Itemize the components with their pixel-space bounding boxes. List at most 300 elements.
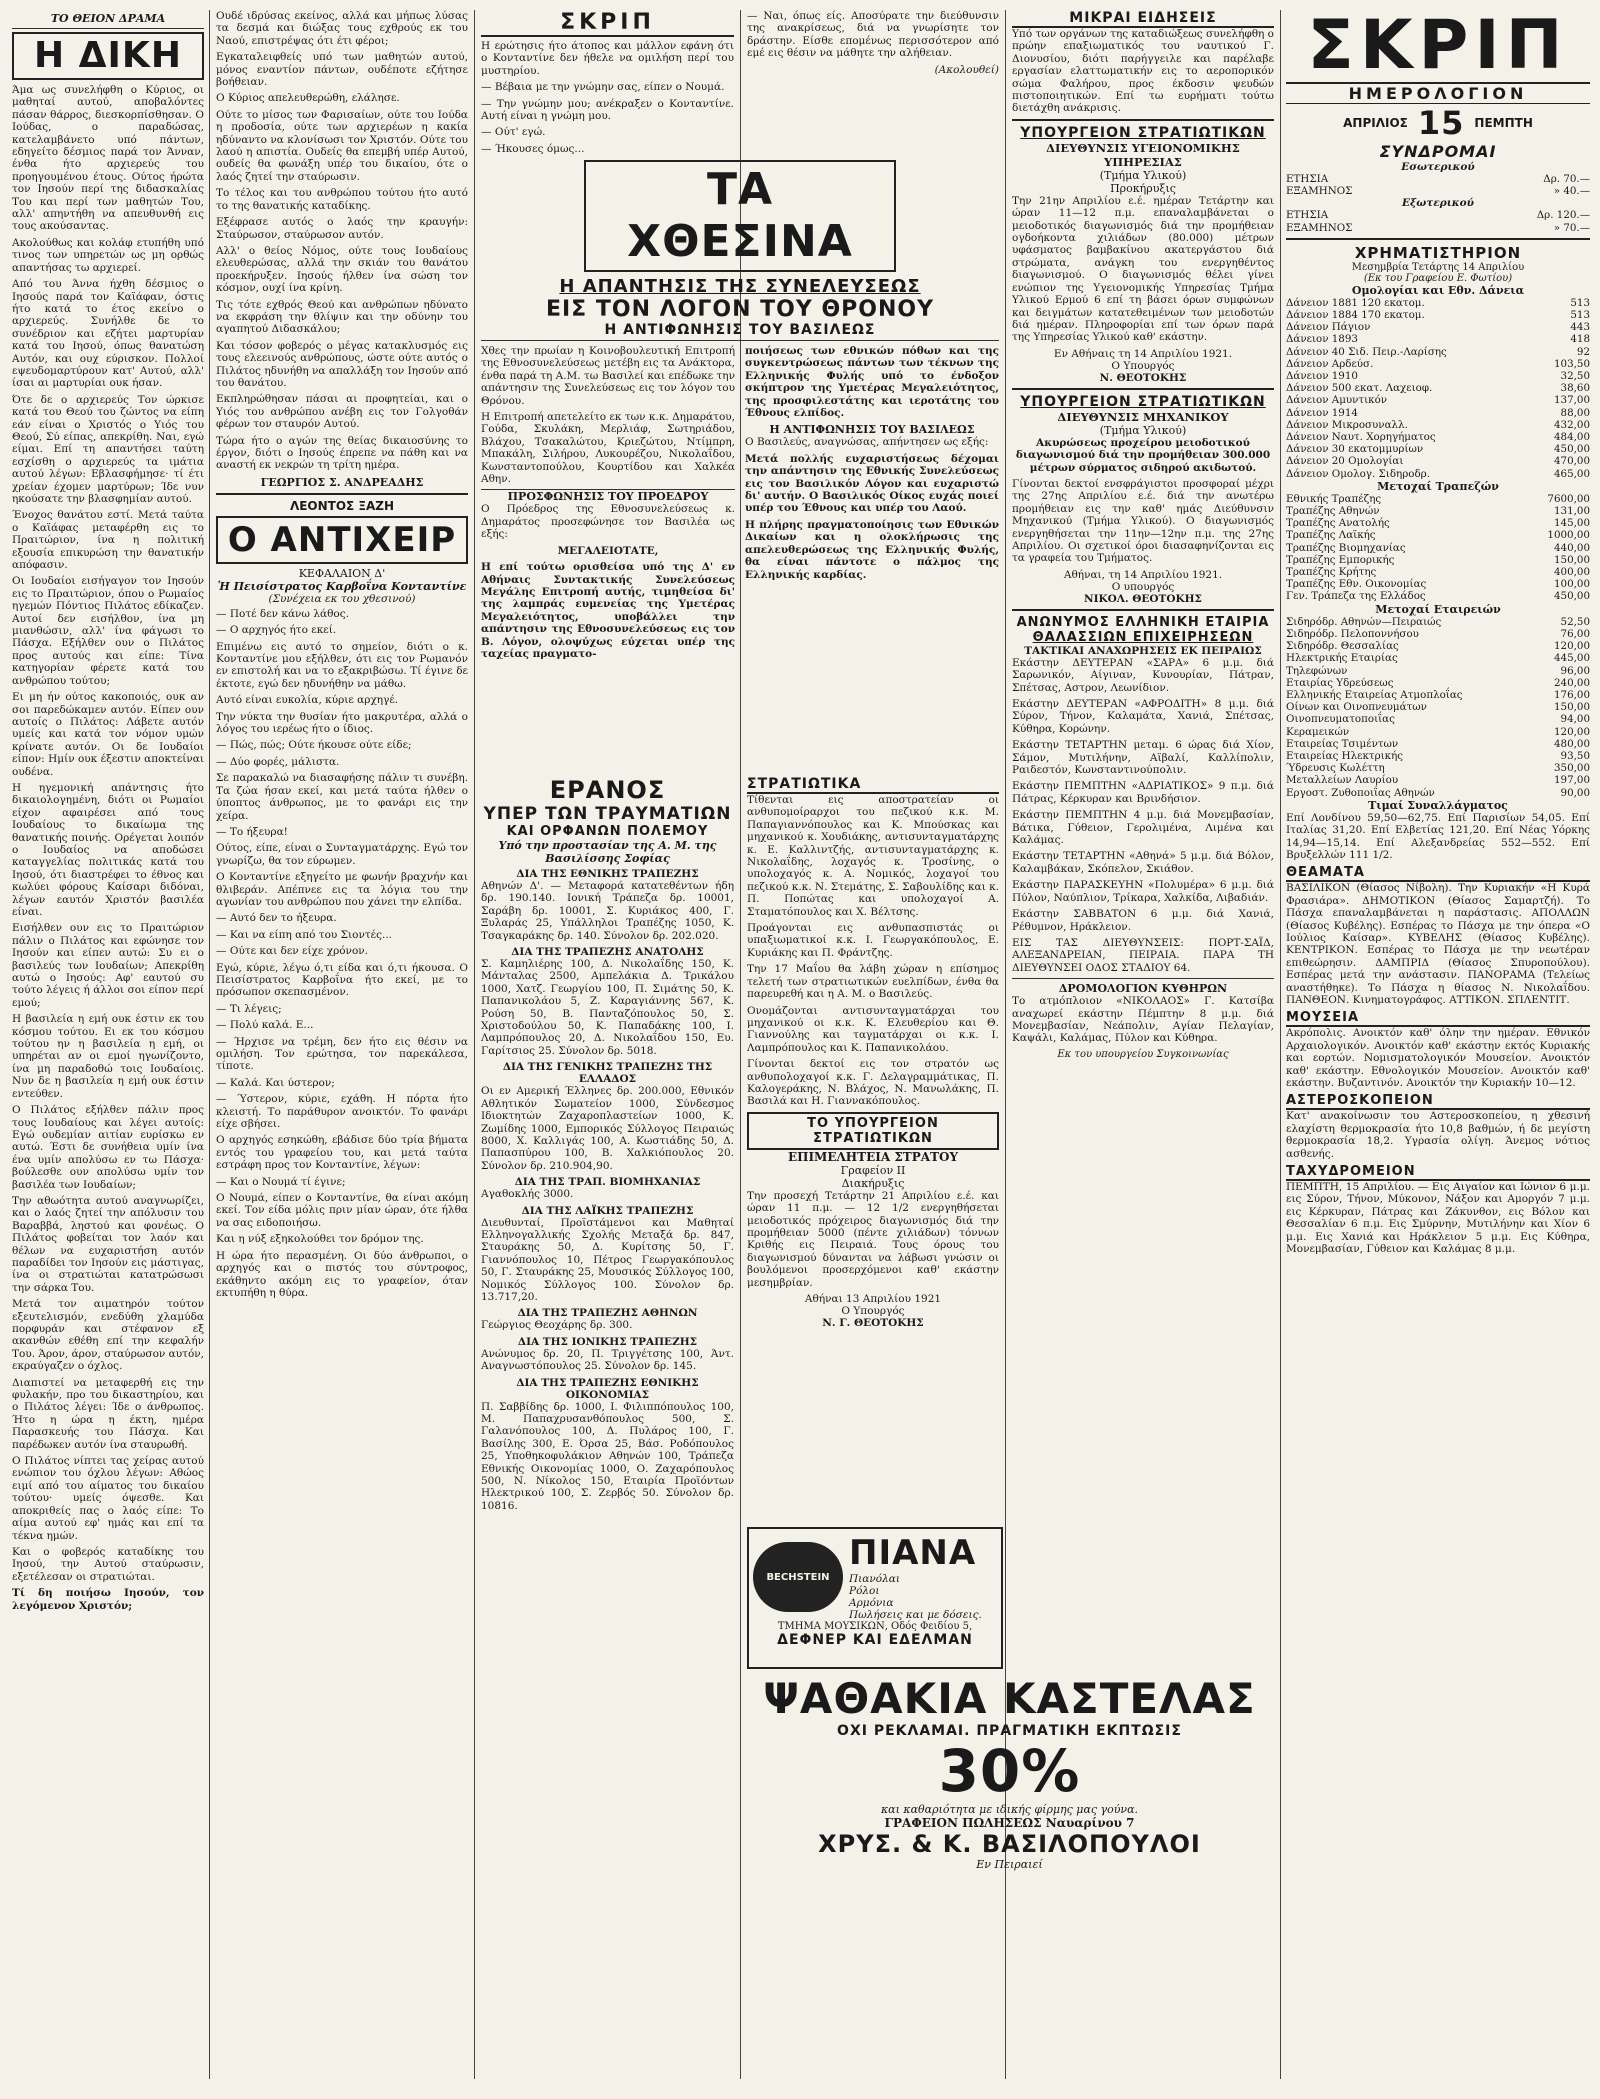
row-label: Σιδηρόδρ. Θεσσαλίας — [1286, 640, 1399, 653]
donor-list: Π. Σαββίδης δρ. 1000, Ι. Φιλιππόπουλος 100, Μ. Παπαχρυσανθόπουλος 500, Σ. Γαλανόπουλος 100, Δ. Πυλάρος 100, Γ. Βασίλης 300, Ε. Όρσα 25, Βάσ. Ροδόπουλος 25, Υποθηκοφυλάκιον Αθηνών 100, Τράπεζα Εθνικής Οικονομίας 1000, Ο. Ζαχαρόπουλος 500, Ν. Νίκολος 150, Εταιρία Προϊόντων Ηλεκτρικού 100, Σ. Ζερβός 50. Σύνολον δρ. 10816. — [481, 1400, 734, 1512]
row-value: 32,50 — [1560, 370, 1590, 383]
paragraph: ΜΕΓΑΛΕΙΟΤΑΤΕ, — [557, 544, 659, 557]
row-label: Οίνων και Οινοπνευμάτων — [1286, 701, 1427, 714]
paragraph: Ούτε το μίσος των Φαρισαίων, ούτε του Ιούδα η προδοσία, ούτε των αρχιερέων η κακία ηδύναντο να κλονίσωσι τον Χριστόν. Ούτε του λαού η απιστία. Ουδείς θα επεμβή υπέρ Αυτού, ουδείς θα φωνάξη υπέρ του δικαίου, ότε ο λαός ζητεί την σταύρωσιν. — [216, 108, 468, 183]
paragraph: Εκάστην ΠΕΜΠΤΗΝ 4 μ.μ. διά Μονεμβασίαν, Βάτικα, Γύθειον, Γερολιμένα, Λιμένα και Καλάμας. — [1012, 809, 1274, 847]
row-label: Δάνειον 1914 — [1286, 406, 1358, 419]
headline-left — [481, 345, 735, 664]
market-row — [1286, 517, 1590, 529]
paragraph: Το τέλος και του ανθρώπου τούτου ήτο αυτό το της θανατικής καταδίκης. — [216, 187, 468, 212]
row-value: 470,00 — [1553, 455, 1590, 468]
donor-list: Διευθυνταί, Προϊστάμενοι και Μαθηταί Ελληνογαλλικής Σχολής Μεταξά δρ. 847, Σταυράκης 50, Δ. Κυρίτσης 50, Γ. Γιαννόπουλος 10, Πέτρος Γεωργακόπουλος 50, Γ. Σταυράκης 25, Μουσικός Σύλλογος 100, Νομικός Σύλλογος 100. Σύνολον δρ. 13.717,20. — [481, 1216, 734, 1303]
eranos-title: ΕΡΑΝΟΣ — [549, 776, 666, 804]
market-row — [1286, 542, 1590, 554]
notice-signature: Ο Υπουργός — [841, 1305, 905, 1317]
eranos-sub: ΥΠΕΡ ΤΩΝ ΤΡΑΥΜΑΤΙΩΝ — [483, 804, 732, 824]
row-value: 484,00 — [1553, 431, 1590, 444]
paragraph: Μετά τον αιματηρόν τούτον εξευτελισμόν, ενεδύθη χλαμύδα πορφυράν και στέφανον εξ ακανθών εθέθη επί την κεφαλήν Του. Άρον, άρον, σταύρωσον αυτόν, εκραύγαζεν ο όχλος. — [12, 1298, 204, 1373]
row-value: Δρ. 70.— — [1543, 173, 1590, 185]
row-value: 120,00 — [1553, 725, 1590, 738]
bank-heading: ΔΙΑ ΤΗΣ ΕΘΝΙΚΗΣ ΤΡΑΠΕΖΗΣ — [516, 868, 699, 880]
paragraph: Την 21ην Απριλίου ε.έ. ημέραν Τετάρτην και ώραν 11—12 π.μ. επαναλαμβάνεται ο μειοδοτικός διαγωνισμός διά την προμήθειαν ογδοήκοντα χιλιάδων (80.000) μέτρων υφάσματος βαμβακίνου ακατεργάστου διά στρώματα, ανάγκη του ενεργηθέντος διαγωνισμού. Ο διαγωνισμός θέλει γίνει ενώπιον της Υγειονομικής Υπηρεσίας Τμήμα Υλικού Ερμού 6 επί τη βάσει όρων συμφώνων και δειγμάτων κατατεθειμένων των μειοδοτών διά ημέραν. Πληροφορίαι επί των όρων παρά της Υπηρεσίας Υλικού καθ' εκάστην. — [1012, 194, 1274, 344]
paragraph: Εκάστην ΣΑΒΒΑΤΟΝ 6 μ.μ. διά Χανιά, Ρέθυμνον, Ηράκλειον. — [1012, 908, 1274, 933]
ad-address: ΓΡΑΦΕΙΟΝ ΠΩΛΗΣΕΩΣ Ναυαρίνου 7 — [884, 1816, 1135, 1830]
ad-discount: 30% — [938, 1737, 1081, 1805]
headline-right — [745, 345, 999, 664]
row-value: 93,50 — [1560, 749, 1590, 762]
piano-ad-text — [849, 1533, 982, 1621]
row-value: 137,00 — [1553, 394, 1590, 407]
price-row — [1286, 185, 1590, 197]
paragraph: — Ναι, όπως είς. Αποσύρατε την διεύθυνσιν της ανακρίσεως, διά να γνωρίσητε τον δράστην. Είσθε επομένως περισσότερον από εμέ εις θέσιν να μάθητε την αλήθειαν. — [747, 10, 999, 60]
row-label: Τηλεφώνων — [1286, 664, 1348, 677]
paragraph: ποιήσεως των εθνικών πόθων και της συγκεντρώσεως πάντων των τέκνων της Ελληνικής Φυλής υπό το ένδοξον σκήπτρον της Υμετέρας Μεγαλειότητος, της προσφιλεστάτης και ιεροτάτης του Έθνους ελπίδος. — [745, 345, 999, 420]
market-row — [1286, 346, 1590, 358]
row-value: 96,00 — [1560, 664, 1590, 677]
notice-dept: Προκήρυξις — [1110, 181, 1176, 195]
paragraph: ΒΑΣΙΛΙΚΟΝ (Θίασος Νίβολη). Την Κυριακήν «Η Κυρά Φρασιάρα». ΔΗΜΟΤΙΚΟΝ (Θίασος Σαμαρτζή). Το Πάσχα επαναλαμβάνεται η παράστασις. ΑΠΟΛΛΩΝ (Θίασος Κυβέλης). Εσπέρας το Πάσχα με την όπερα «Ο Ιούλιος Καίσαρ». ΚΥΒΕΛΗΣ (Θίασος Κυβέλης). ΚΕΝΤΡΙΚΟΝ. Εσπέρας το Πάσχα με την νεωτέραν επιθεώρησιν. ΔΑΜΠΡΙΔ (Θίασος Σπυροπούλου). Εσπέρας μετά την ανάστασιν. ΠΑΝΟΡΑΜΑ (Τελείως αναστήθηκε). Το Πάσχα η θίασος Ν. Νικολαΐδου. ΠΑΝΘΕΟΝ. Κινηματογράφος. ΑΤΤΙΚΟΝ. ΣΠΛΕΝΤΙΤ. — [1286, 882, 1590, 1007]
donor-list: Οι εν Αμερική Έλληνες δρ. 200.000, Εθνικόν Αθλητικόν Σωματείον 1000, Σύνδεσμος Ιδιοκτητών Ζαχαροπλαστείων 1000, Κ. Ζωμίδης 1000, Εμπορικός Σύλλογος Πειραιώς 8000, Χ. Καλλιγάς 100, Α. Κωστιάδης 50, Δ. Παπασπύρου 100, Β. Χαλκιόπουλος 20. Σύνολον δρ. 210.904,90. — [481, 1085, 734, 1172]
row-label: Τραπέζης Βιομηχανίας — [1286, 541, 1406, 554]
date-month: ΑΠΡΙΛΙΟΣ — [1343, 116, 1408, 130]
notice-dept: Διακήρυξις — [841, 1176, 905, 1190]
section-heading: ΣΥΝΔΡΟΜΑΙ — [1379, 142, 1497, 161]
divider — [12, 28, 204, 29]
paragraph: — Ύστερον, κύριε, εχάθη. Η πόρτα ήτο κλειστή. Το παράθυρον ανοικτόν. Το φανάρι είχε σβήσει. — [216, 1093, 468, 1131]
calendar-subtitle: ΗΜΕΡΟΛΟΓΙΟΝ — [1286, 82, 1590, 104]
paragraph: Την νύκτα την θυσίαν ήτο μακρυτέρα, αλλά ο λόγος του ιερέως ήτο ο ίδιος. — [216, 710, 468, 736]
row-label: Δάνειον Ναυτ. Χορηγήματος — [1286, 431, 1436, 444]
row-label: Τραπέζης Λαϊκής — [1286, 529, 1376, 542]
paragraph: Ακυρώσεως προχείρου μειοδοτικού διαγωνισμού διά την προμήθειαν 300.000 μέτρων σύρματος σιδηρού ακιδωτού. — [1015, 436, 1271, 474]
paragraph: Ούτος, είπε, είναι ο Συνταγματάρχης. Εγώ τον γνωρίζω, θα τον εύρωμεν. — [216, 842, 468, 867]
ad-line: και καθαριότητα με ιδικής φίρμης μας γούνα. — [880, 1803, 1139, 1816]
paragraph: Οι Ιουδαίοι εισήγαγον τον Ιησούν εις το Πραιτώριον, όπου ο Ρωμαίος ηγεμών Πόντιος Πιλάτος εδίκαζεν. Αυτοί δεν εισήλθον, ίνα μη μιανθώσιν, αλλ' ίνα φάγωσι το Πάσχα. Εξήλθεν ουν ο Πιλάτος προς αυτούς και είπε: Τίνα κατηγορίαν φέρετε κατά του ανθρώπου τούτου; — [12, 575, 204, 687]
market-row — [1286, 431, 1590, 443]
row-label: Σιδηρόδρ. Πελοποννήσου — [1286, 627, 1419, 640]
bank-heading: ΔΙΑ ΤΗΣ ΤΡΑΠΕΖΗΣ ΕΘΝΙΚΗΣ ΟΙΚΟΝΟΜΙΑΣ — [516, 1376, 699, 1401]
market-row — [1286, 455, 1590, 467]
piano-ad-row — [753, 1533, 997, 1621]
paragraph: Άμα ως συνελήφθη ο Κύριος, οι μαθηταί αυτού, αποβαλόντες πάσαν θάρρος, διεσκορπίσθησαν. Ο Ιούδας, ο παραδώσας, κατελαμβάνετο υπό πάντων, εδηγείτο δέσμιος παρά τον Άνναν, ένθα ήτο αρχιερεύς του προηγουμένου έτους. Ούτος ήρώτα τον Ιησούν περί της διδασκαλίας Του και περί των μαθητών Του, αλλ' απηντήθη να απευθυνθή εις τους ακούσαντας. — [12, 84, 204, 233]
sub-heading: Εσωτερικού — [1401, 161, 1475, 173]
row-label: Δάνειον 500 εκατ. Λαχειοφ. — [1286, 382, 1433, 395]
paragraph: Ένοχος θανάτου εστί. Μετά ταύτα ο Καϊάφας μεταφέρθη εις το Πραιτώριον, ίνα η πολιτική εξουσία επικυρώση την θανατικήν απόφασιν. — [12, 509, 204, 572]
notice-date: Εν Αθήναις τη 14 Απριλίου 1921. — [1053, 347, 1233, 360]
row-label: Γεν. Τράπεζα της Ελλάδος — [1286, 590, 1426, 603]
row-value: 513 — [1570, 309, 1590, 322]
row-label: Τραπέζης Εμπορικής — [1286, 553, 1395, 566]
paragraph: Επιμένω εις αυτό το σημείον, διότι ο κ. Κονταντίνε μου εξήλθεν, ότι εις τον Ρωμανόν εν επιστολή και να το εξακριβώσω. Τί έγινε δε έκτοτε, εγώ δεν ηδυνήθην να μάθω. — [216, 640, 468, 690]
paragraph: — Ούτ' εγώ. — [481, 126, 546, 139]
row-value: 92 — [1576, 345, 1590, 358]
market-row — [1286, 590, 1590, 602]
bank-heading: ΔΙΑ ΤΗΣ ΤΡΑΠΕΖΗΣ ΑΘΗΝΩΝ — [517, 1307, 698, 1320]
row-value: 103,50 — [1553, 357, 1590, 370]
notice-sub: ΔΙΕΥΘΥΝΣΙΣ ΜΗΧΑΝΙΚΟΥ — [1057, 409, 1229, 424]
continued-note: (Ακολουθεί) — [934, 63, 999, 76]
serial-continued: (Συνέχεια εκ του χθεσινού) — [268, 592, 416, 605]
paragraph: Και η νύξ εξηκολούθει τον δρόμον της. — [216, 1233, 424, 1246]
price-row — [1286, 209, 1590, 221]
market-row — [1286, 321, 1590, 333]
row-label: Δάνειον Αρδεύσ. — [1286, 357, 1374, 370]
paragraph: Ο αρχηγός εσηκώθη, εβάδισε δύο τρία βήματα εντός του γραφείου του, και μετά ταύτα εστράφη προς τον Κονταντίνε, λέγων: — [216, 1134, 468, 1172]
paragraph: — Το ήξευρα! — [216, 825, 288, 838]
market-row — [1286, 640, 1590, 652]
calendar-title: ΣΚΡΙΠ — [1307, 10, 1569, 85]
row-value: 76,00 — [1560, 627, 1590, 640]
market-row — [1286, 665, 1590, 677]
row-label: Δάνειον 1910 — [1286, 370, 1358, 383]
section-heading: ΠΡΟΣΦΩΝΗΣΙΣ ΤΟΥ ΠΡΟΕΔΡΟΥ — [481, 489, 735, 503]
article-kicker: ΤΟ ΘΕΙΟΝ ΔΡΑΜΑ — [50, 12, 166, 25]
eranos-block — [481, 776, 734, 2079]
notice-dept: Γραφείον ΙΙ — [840, 1163, 906, 1177]
column-rule — [209, 10, 210, 2079]
headline-sub: ΕΙΣ ΤΟΝ ΛΟΓΟΝ ΤΟΥ ΘΡΟΝΟΥ — [545, 297, 935, 322]
market-row — [1286, 750, 1590, 762]
row-value: 150,00 — [1553, 701, 1590, 714]
section-heading: ΜΟΥΣΕΙΑ — [1286, 1010, 1590, 1027]
market-row — [1286, 493, 1590, 505]
row-value: 145,00 — [1553, 517, 1590, 530]
row-label: Οινοπνευματοποιΐας — [1286, 713, 1395, 726]
row-value: 1000,00 — [1547, 529, 1590, 542]
article-signature: ΓΕΩΡΓΙΟΣ Σ. ΑΝΔΡΕΑΔΗΣ — [260, 475, 424, 489]
row-label: Δάνειον Πάγιον — [1286, 321, 1371, 334]
paragraph: — Ήρχισε να τρέμη, δεν ήτο εις θέσιν να ομιλήση. Τον ερώτησα, τον παρεκάλεσα, τίποτε. — [216, 1035, 468, 1073]
paragraph: Εγώ, κύριε, λέγω ό,τι είδα και ό,τι ήκουσα. Ο Πεισίστρατος Καρβοΐνα ήτο εκεί, με το πρόσωπον σκεπασμένον. — [216, 961, 468, 999]
row-label: Δάνειον 40 Σιδ. Πειρ.-Λαρίσης — [1286, 345, 1447, 358]
divider — [1012, 388, 1274, 390]
hat-ad — [747, 1675, 1272, 1871]
price-row — [1286, 222, 1590, 234]
article-title: Η ΔΙΚΗ — [12, 32, 204, 80]
market-row — [1286, 297, 1590, 309]
divider — [1012, 119, 1274, 121]
headline-body — [481, 345, 999, 664]
section-heading: ΣΤΡΑΤΙΩΤΙΚΑ — [747, 776, 999, 794]
paragraph: Από του Άννα ήχθη δέσμιος ο Ιησούς παρά τον Καϊάφαν, όστις ήτο κατά το έτος εκείνο ο αρχιερεύς. Συνήλθε δε το συνέδριον και εζήτει μαρτυρίαν κατά του Ιησού, όπως θανατώση Αυτόν, και ουχ εύρισκον. Πολλοί εψευδομαρτύρουν κατ' Αυτού, αλλ' ίσαι αι μαρτυρίαι ουκ ήσαν. — [12, 278, 204, 390]
headline-sub: Η ΑΠΑΝΤΗΣΙΣ ΤΗΣ ΣΥΝΕΛΕΥΣΕΩΣ — [559, 276, 921, 297]
row-label: Εργοστ. Ζυθοποιΐας Αθηνών — [1286, 786, 1435, 799]
donor-list: Αθηνών Δ'. — Μεταφορά κατατεθέντων ήδη δρ. 190.140. Ιονική Τράπεζα δρ. 10001, Σαράβη δρ. 10001, Σ. Κυριάκος 400, Γ. Ξυλαράς 25, Υπάλληλοι Τραπέζης 1050, Κ. Τσαγκαράκης δρ. 140. Σύνολον δρ. 202.020. — [481, 880, 734, 942]
row-value: 432,00 — [1553, 418, 1590, 431]
market-row — [1286, 787, 1590, 799]
paragraph: Εκάστην ΠΑΡΑΣΚΕΥΗΝ «Πολυμέρα» 6 μ.μ. διά Πύλον, Ναύπλιον, Τρίκαρα, Χαλκίδα, Λιβαδιάν. — [1012, 879, 1274, 904]
paragraph: — Δύο φορές, μάλιστα. — [216, 755, 340, 768]
market-row — [1286, 505, 1590, 517]
row-label: Κεραμεικών — [1286, 725, 1350, 738]
ad-line: Αρμόνια — [849, 1597, 894, 1609]
headline-block — [481, 160, 999, 664]
donor-list: Γεώργιος Θεοχάρης δρ. 300. — [481, 1319, 633, 1332]
notice-signature: Ο Υπουργός — [1111, 359, 1175, 372]
market-row — [1286, 382, 1590, 394]
row-value: 176,00 — [1553, 688, 1590, 701]
row-value: 90,00 — [1560, 786, 1590, 799]
ad-title: ΠΙΑΝΑ — [849, 1533, 977, 1573]
row-value: 450,00 — [1553, 443, 1590, 456]
market-row — [1286, 616, 1590, 628]
paragraph: ΕΙΣ ΤΑΣ ΔΙΕΥΘΥΝΣΕΙΣ: ΠΟΡΤ-ΣΑΪΔ, ΑΛΕΞΑΝΔΡΕΙΑΝ, ΠΕΙΡΑΙΑ. ΠΑΡΑ ΤΗ ΔΙΕΥΘΥΝΣΕΙ ΟΔΟΣ ΣΤΑΔΙΟΥ 64. — [1012, 936, 1274, 974]
paragraph: Η επί τούτω ορισθείσα υπό της Δ' εν Αθήναις Συντακτικής Συνελεύσεως Μεγάλης Επιτροπή αυτής, τιμηθείσα δι' της λαμπράς ευμενείας της Υμετέρας Μεγαλειότητος, υποβάλλει την απάντησιν της Εθνοσυνελεύσεως εις τον Β. Λόγον, ολοψύχως εύχεται υπέρ της ταχείας πραγματο- — [481, 561, 735, 660]
paragraph: — Την γνώμην μου; ανέκραξεν ο Κονταντίνε. Αυτή είναι η γνώμη μου. — [481, 97, 734, 123]
serial-chapter: ΚΕΦΑΛΑΙΟΝ Δ' — [298, 566, 386, 580]
column-6 — [1286, 10, 1590, 2079]
paragraph: Την 17 Μαΐου θα λάβη χώραν η επίσημος τελετή των στρατιωτικών ευελπίδων, ένθα θα παρευρεθή και η Α. Μ. ο Βασιλεύς. — [747, 963, 999, 1001]
ad-company: ΔΕΦΝΕΡ ΚΑΙ ΕΔΕΛΜΑΝ — [777, 1632, 973, 1648]
market-date: Μεσημβρία Τετάρτης 14 Απριλίου — [1351, 261, 1525, 273]
serial-title: Ο ΑΝΤΙΧΕΙΡ — [216, 516, 468, 564]
notice-date: Αθήναι 13 Απριλίου 1921 — [804, 1293, 942, 1305]
section-heading: ΘΕΑΜΑΤΑ — [1286, 865, 1590, 882]
paragraph: ΠΕΜΠΤΗ, 15 Απριλίου. — Εις Αιγαίον και Ιώνιον 6 μ.μ. εις Σύρον, Τήνον, Μύκονον, Νάξον και Αμοργόν 7 μ.μ. εις Κέρκυραν, Πάτρας και Ζάκυνθον, εις Βόλον και Θεσσαλίαν 6 π.μ. Εις Σμύρνην, Μυτιλήνην και Χίον 6 μ.μ. Εις Χανιά και Ηράκλειον 5 μ.μ. Εις Κύθηρα, Μονεμβασίαν, Γύθειον και Καλάμας 8 μ.μ. — [1286, 1181, 1590, 1256]
paragraph: Η ηγεμονική απάντησις ήτο δικαιολογημένη, διότι οι Ρωμαίοι είχον αφαιρέσει από τους Ιουδαίους το δικαίωμα της θανατικής ποινής. Ορέγεται λοιπόν ο Ιουδαίος να αποδώσει καταγγελίας πολιτικάς κατά του Ιησού, ότι διαστρέφει το έθνος και κωλύει φόρους Καίσαρι διδόναι, λέγων εαυτόν Χριστόν βασιλέα είναι. — [12, 781, 204, 918]
date-weekday: ΠΕΜΠΤΗ — [1474, 116, 1533, 130]
section-heading: Η ΑΝΤΙΦΩΝΗΣΙΣ ΤΟΥ ΒΑΣΙΛΕΩΣ — [769, 423, 975, 437]
sub-heading: Μετοχαί Τραπεζών — [1377, 479, 1499, 493]
paragraph: — Αυτό δεν το ήξευρα. — [216, 912, 337, 925]
row-value: 443 — [1570, 321, 1590, 334]
row-label: ΕΤΗΣΙΑ — [1286, 209, 1329, 222]
market-row — [1286, 370, 1590, 382]
paragraph: Η ώρα ήτο περασμένη. Οι δύο άνθρωποι, ο αρχηγός και ο πιστός του σύντροφος, εκάθηντο ακόμη εις το γραφείον, όταν εκτυπήθη η θύρα. — [216, 1249, 468, 1299]
market-row — [1286, 309, 1590, 321]
paragraph: Η ερώτησις ήτο άτοπος και μάλλον εφάνη ότι ο Κονταντίνε δεν ήθελε να ομιλήση περί του μυστηρίου. — [481, 40, 734, 77]
divider — [216, 493, 468, 495]
paragraph: — Και ο Νουμά τί έγινε; — [216, 1175, 346, 1188]
market-row — [1286, 677, 1590, 689]
eranos-sub: ΚΑΙ ΟΡΦΑΝΩΝ ΠΟΛΕΜΟΥ — [506, 824, 709, 839]
row-label: Ηλεκτρικής Εταιρίας — [1286, 652, 1398, 665]
market-row — [1286, 554, 1590, 566]
paragraph: Εκάστην ΤΕΤΑΡΤΗΝ «Αθηνά» 5 μ.μ. διά Βόλον, Καλαμβάκαν, Σκόπελον, Σκιάθον. — [1012, 850, 1274, 875]
article-body — [12, 84, 204, 1612]
row-value: 240,00 — [1553, 676, 1590, 689]
paragraph: Προάγονται εις ανθυπασπιστάς οι υπαξιωματικοί κ.κ. Ι. Γεωργακόπουλος, Ε. Κυριάκης και Π. Φράντζης. — [747, 922, 999, 959]
section-heading: ΔΡΟΜΟΛΟΓΙΟΝ ΚΥΘΗΡΩΝ — [1058, 982, 1228, 996]
company-heading: ΘΑΛΑΣΣΙΩΝ ΕΠΙΧΕΙΡΗΣΕΩΝ — [1032, 629, 1254, 645]
divider — [1286, 238, 1590, 240]
row-label: Εταιρείας Τσιμέντων — [1286, 737, 1399, 750]
ad-address: ΤΜΗΜΑ ΜΟΥΣΙΚΩΝ, Οδός Φειδίου 5, — [777, 1621, 973, 1632]
row-value: 7600,00 — [1547, 492, 1590, 505]
row-label: Μεταλλείων Λαυρίου — [1286, 774, 1399, 787]
section-heading: ΜΙΚΡΑΙ ΕΙΔΗΣΕΙΣ — [1012, 10, 1274, 28]
row-label: Δάνειον 30 εκατομμυρίων — [1286, 443, 1424, 456]
paragraph: Η Επιτροπή απετελείτο εκ των κ.κ. Δημαράτου, Γούδα, Σκυλάκη, Μερλιάφ, Σωτηριάδου, Βλάχου, Τσακαλώτου, Κριεζώτου, Ντίμπρη, Μπακάλη, Σιλήρου, Λυκουρέζου, Νικολαΐδου, Κωνσταντοπούλου, Κουρτίδου και Χαλκέα Αθην. — [481, 411, 735, 486]
paragraph: Μετά πολλής ευχαριστήσεως δέχομαι την απάντησιν της Εθνικής Συνελεύσεως εις τον Βασιλικόν Λόγον και ευχαριστώ δι' αυτήν. Ο Βασιλικός Οίκος ευχάς ποιεί υπέρ του Έθνους και υπέρ του Λαού. — [745, 452, 999, 515]
bank-stock-table — [1286, 493, 1590, 603]
headline: ΤΑ ΧΘΕΣΙΝΑ — [584, 160, 896, 272]
row-value: 88,00 — [1560, 406, 1590, 419]
masthead-title: ΣΚΡΙΠ — [481, 10, 734, 37]
paragraph: Τίθενται εις αποστρατείαν οι ανθυπομοίραρχοι του πεζικού κ.κ. Μ. Παπαγιαννόπουλος και Κ. Μπούσκας και μηχανικού κ. Χουδιάκης, αντισυνταγματάρχης κ. Ε. Καλλιντζής, αντισυνταγματάρχης κ. Νικολαΐδης, λοχαγός κ. Τροσίνης, ο υπολοχαγός κ. Α. Νομικός, λοχαγοί του πεζικού κ.κ. Ν. Στεμάτης, Σ. Σαβουλίδης και κ. Π. Ποπώτας και υπολοχαγοί Α. Σταματόπουλος και Χ. Βέλτσης. — [747, 794, 999, 918]
row-label: Δάνειον Αμυντικόν — [1286, 394, 1388, 407]
bank-heading: ΔΙΑ ΤΗΣ ΓΕΝΙΚΗΣ ΤΡΑΠΕΖΗΣ ΤΗΣ ΕΛΛΑΔΟΣ — [502, 1061, 713, 1086]
paragraph: — Πώς, πώς; Ούτε ήκουσε ούτε είδε; — [216, 739, 412, 752]
bank-heading: ΔΙΑ ΤΗΣ ΤΡΑΠΕΖΗΣ ΑΝΑΤΟΛΗΣ — [511, 946, 704, 959]
bank-heading: ΔΙΑ ΤΗΣ ΙΟΝΙΚΗΣ ΤΡΑΠΕΖΗΣ — [517, 1335, 698, 1348]
notice-heading: ΤΟ ΥΠΟΥΡΓΕΙΟΝ ΣΤΡΑΤΙΩΤΙΚΩΝ — [747, 1112, 999, 1150]
market-row — [1286, 358, 1590, 370]
row-label: Δάνειον Ομολογ. Σιδηροδρ. — [1286, 467, 1430, 480]
row-value: 100,00 — [1553, 578, 1590, 591]
row-value: 94,00 — [1560, 713, 1590, 726]
paragraph: Ακολούθως και κολάφ ετυπήθη υπό τινος των υπηρετών ως μη ορθώς απαντήσας τω αρχιερεί. — [12, 236, 204, 274]
notice-signature: Ν. ΘΕΟΤΟΚΗΣ — [1099, 371, 1187, 384]
column-4-top — [747, 10, 999, 155]
note: Εκ του υπουργείου Συγκοινωνίας — [1057, 1048, 1229, 1060]
paragraph: — Ο αρχηγός ήτο εκεί. — [216, 624, 337, 637]
paragraph: Ονομάζονται αντισυνταγματάρχαι του μηχανικού οι κ.κ. Κ. Ελευθερίου και Θ. Γιαννούλης και ταγματάρχαι οι κ.κ. Ι. Λαμπρόπουλος και Κ. Παπανικολάου. — [747, 1004, 999, 1054]
market-row — [1286, 701, 1590, 713]
market-row — [1286, 774, 1590, 786]
row-value: 513 — [1570, 296, 1590, 309]
paragraph: Εκπληρώθησαν πάσαι αι προφητείαι, και ο Υιός του ανθρώπου ανέβη εις τον Γολγοθάν φέρων τον σταυρόν Αυτού. — [216, 393, 468, 431]
row-value: 480,00 — [1553, 737, 1590, 750]
market-row — [1286, 407, 1590, 419]
paragraph: Τί δη ποιήσω Ιησούν, τον λεγόμενον Χριστόν; — [12, 1587, 204, 1612]
market-row — [1286, 713, 1590, 725]
paragraph: Εισήλθεν ουν εις το Πραιτώριον πάλιν ο Πιλάτος και εφώνησε τον Ιησούν και είπεν αυτώ: Συ ει ο βασιλεύς των Ιουδαίων; Απεκρίθη αυτώ ο Ιησούς: Αφ' εαυτού συ τούτο λέγεις ή άλλοι σοι είπον περί εμού; — [12, 922, 204, 1009]
market-row — [1286, 394, 1590, 406]
paragraph: Χθες την πρωίαν η Κοινοβουλευτική Επιτροπή της Εθνοσυνελεύσεως μετέβη εις τα Ανάκτορα, ένθα παρά τη Α.Μ. τω Βασιλεί και επέδωκε την απάντησιν της Συνελεύσεως εις τον λόγον του Θρόνου. — [481, 345, 735, 407]
notice-signature: Ν. Γ. ΘΕΟΤΟΚΗΣ — [822, 1317, 924, 1329]
bank-heading: ΔΙΑ ΤΗΣ ΛΑΪΚΗΣ ΤΡΑΠΕΖΗΣ — [521, 1204, 694, 1217]
row-value: 450,00 — [1553, 590, 1590, 603]
piano-ad — [747, 1527, 1003, 1669]
market-row — [1286, 333, 1590, 345]
ad-company: ΧΡΥΣ. & Κ. ΒΑΣΙΛΟΠΟΥΛΟΙ — [818, 1830, 1201, 1858]
row-value: 197,00 — [1553, 774, 1590, 787]
market-row — [1286, 529, 1590, 541]
row-label: ΕΤΗΣΙΑ — [1286, 173, 1329, 185]
row-label: Δάνειον 1893 — [1286, 333, 1358, 346]
eranos-patron: Υπό την προστασίαν της Α. Μ. της Βασιλίσσης Σοφίας — [498, 839, 717, 865]
row-value: 445,00 — [1553, 652, 1590, 665]
paragraph: Το ατμόπλοιον «ΝΙΚΟΛΑΟΣ» Γ. Κατσίβα αναχωρεί εκάστην Πέμπτην 8 μ.μ. διά Μονεμβασίαν, Νεάπολιν, Αγίαν Πελαγίαν, Καψάλι, Καλάμας, Πύλον και Κύθηρα. — [1012, 995, 1274, 1045]
market-row — [1286, 419, 1590, 431]
paragraph: — Καλά. Και ύστερον; — [216, 1076, 335, 1089]
company-heading: ΑΝΩΝΥΜΟΣ ΕΛΛΗΝΙΚΗ ΕΤΑΙΡΙΑ — [1016, 614, 1270, 630]
divider — [1012, 978, 1274, 979]
ad-line: Πωλήσεις και με δόσεις. — [849, 1609, 982, 1621]
sub-heading: Εξωτερικού — [1402, 197, 1474, 210]
paragraph: Ο Πιλάτος νίπτει τας χείρας αυτού ενώπιον του όχλου λέγων: Αθώος ειμί από του αίματος του δικαίου τούτου· υμείς όψεσθε. Και αποκριθείς πας ο λαός είπε: Το αίμα αυτού εφ' ημάς και επί τα τέκνα ημών. — [12, 1455, 204, 1542]
row-value: 440,00 — [1553, 541, 1590, 554]
donor-list: Ανώνυμος δρ. 20, Π. Τριγγέτσης 100, Άντ. Αναγνωστόπουλος 25. Σύνολον δρ. 145. — [481, 1347, 734, 1373]
market-row — [1286, 468, 1590, 480]
paragraph: — Βέβαια με την γνώμην σας, είπεν ο Νουμά. — [481, 81, 725, 94]
market-row — [1286, 689, 1590, 701]
notice-sub: ΕΠΙΜΕΛΗΤΕΙΑ ΣΤΡΑΤΟΥ — [787, 1149, 959, 1164]
market-row — [1286, 578, 1590, 590]
column-rule — [1280, 10, 1281, 2079]
row-label: Εταιρίας Υδρεύσεως — [1286, 676, 1394, 689]
column-1 — [12, 10, 204, 2079]
serial-subtitle: Ἡ Πεισίστρατος Καρβοΐνα Κονταντίνε — [217, 579, 467, 593]
paragraph: Ο Πρόεδρος της Εθνοσυνελεύσεως κ. Δημαράτος προσεφώνησε τον Βασιλέα ως εξής: — [481, 503, 735, 541]
row-label: Δάνειον Μικροσυναλλ. — [1286, 418, 1408, 431]
paragraph: Ακρόπολις. Ανοικτόν καθ' όλην την ημέραν. Εθνικόν Αρχαιολογικόν. Ανοικτόν καθ' εκάστην εκτός Κυριακής και εορτών. Νομισματολογικόν Μουσείον. Ανοικτόν καθ' εκάστην. Εθνολογικόν Μουσείον. Ανοικτόν καθ' εκάστην. Βυζαντινόν. Ανοικτόν την Κυριακήν 10—12. — [1286, 1027, 1590, 1090]
paragraph: Ο Νουμά, είπεν ο Κονταντίνε, θα είναι ακόμη εκεί. Τον είδα μόλις πριν μίαν ώραν, ότε ήλθα να σας ειδοποιήσω. — [216, 1192, 468, 1229]
notice-sub: ΤΑΚΤΙΚΑΙ ΑΝΑΧΩΡΗΣΕΙΣ ΕΚ ΠΕΙΡΑΙΩΣ — [1024, 644, 1262, 657]
market-row — [1286, 726, 1590, 738]
paragraph: Εκάστην ΔΕΥΤΕΡΑΝ «ΣΑΡΑ» 6 μ.μ. διά Σαρωνικόν, Αίγιναν, Κυνουρίαν, Πάτραν, Σπέτσας, Αστρον, Λεωνίδιον. — [1012, 656, 1274, 694]
row-label: Εταιρείας Ηλεκτρικής — [1286, 749, 1404, 762]
market-row — [1286, 652, 1590, 664]
ad-title: ΨΑΘΑΚΙΑ ΚΑΣΤΕΛΑΣ — [763, 1674, 1256, 1723]
paragraph: — Τι λέγεις; — [216, 1002, 282, 1015]
paragraph: Τώρα ήτο ο αγών της θείας δικαιοσύνης το έργον, διότι ο Ιησούς έπρεπε να πάθη και να αναστή εκ νεκρών τη τρίτη ημέρα. — [216, 434, 468, 472]
ad-line: Πιανόλαι — [849, 1573, 900, 1585]
column-5 — [1012, 10, 1274, 1659]
row-label: Δάνειον 1881 120 εκατομ. — [1286, 296, 1425, 309]
market-row — [1286, 566, 1590, 578]
paragraph: — Και να είπη από του Σιοντές... — [216, 928, 393, 941]
row-value: 38,60 — [1560, 382, 1590, 395]
row-value: 120,00 — [1553, 640, 1590, 653]
paragraph: Σε παρακαλώ να διασαφήσης πάλιν τι συνέβη. Τα ζώα ήσαν εκεί, και μετά ταύτα ήλθεν ο ύποπτος άνθρωπος, με το φανάρι εις την χείρα. — [216, 772, 468, 822]
sub-heading: Τιμαί Συναλλάγματος — [1368, 798, 1508, 812]
row-value: » 40.— — [1553, 185, 1590, 198]
row-label: Τραπέζης Κρήτης — [1286, 566, 1377, 579]
date-day: 15 — [1417, 104, 1465, 142]
paragraph: Ο Κονταντίνε εξηγείτο με φωνήν βραχνήν και θλιβεράν. Απέπνεε εις τα λόγια του την αγωνίαν του ανθρώπου που χάνει την ελπίδα. — [216, 871, 468, 908]
paragraph: Γίνονται δεκτοί εις τον στρατόν ως ανθυπολοχαγοί κ.κ. Γ. Δελαγραμμάτικας, Π. Καλογεράκης, Ν. Βλάχος, Ν. Μανωλάκης, Π. Βασιλά και Η. Γιαννακόπουλος. — [747, 1058, 999, 1108]
paragraph: — Πολύ καλά. Ε... — [216, 1019, 314, 1032]
paragraph: Εκάστην ΠΕΜΠΤΗΝ «ΑΔΡΙΑΤΙΚΟΣ» 9 π.μ. διά Πάτρας, Κέρκυραν και Βρινδήσιον. — [1012, 780, 1274, 805]
notice-heading: ΥΠΟΥΡΓΕΙΟΝ ΣΤΡΑΤΙΩΤΙΚΩΝ — [1020, 393, 1266, 410]
notice-signature: ΝΙΚΟΛ. ΘΕΟΤΟΚΗΣ — [1084, 592, 1202, 605]
donor-list: Αγαθοκλής 3000. — [481, 1188, 574, 1201]
row-value: 52,50 — [1560, 615, 1590, 628]
row-label: ΕΞΑΜΗΝΟΣ — [1286, 185, 1353, 198]
row-value: 150,00 — [1553, 553, 1590, 566]
column-4 — [747, 776, 999, 2079]
divider — [1012, 609, 1274, 611]
paragraph: Η βασιλεία η εμή ουκ έστιν εκ του κόσμου τούτου. Ει εκ του κόσμου τούτου ην η βασιλεία η εμή, οι υπηρέται αν οι εμοί ηγωνίζοντο, ίνα μη παραδοθώ τοις Ιουδαίοις. Νυν δε η βασιλεία η εμή ουκ έστιν εντεύθεν. — [12, 1013, 204, 1100]
bond-table — [1286, 297, 1590, 480]
paragraph: Την προσεχή Τετάρτην 21 Απριλίου ε.έ. και ώραν 11 π.μ. — 12 1/2 ενεργηθήσεται μειοδοτικός πρόχειρος διαγωνισμός διά την προμήθειαν 5000 (πέντε χιλιάδων) τόννων Κριθής εις Πειραιά. Τους όρους του διαγωνισμού δύνανται να λάβωσι γνώσιν οι βουλόμενοι προσερχόμενοι καθ' εκάστην μεσημβρίαν. — [747, 1189, 999, 1289]
paragraph: Τις τότε εχθρός Θεού και ανθρώπων ηδύνατο να εκφράση την θλίψιν και την οδύνην του αγαπητού Διδασκάλου; — [216, 298, 468, 336]
notice-dept: (Τμήμα Υλικού) — [1099, 168, 1187, 182]
paragraph: Ότε δε ο αρχιερεύς Τον ώρκισε κατά του Θεού του ζώντος να είπη εάν είναι ο Χριστός ο Υιός του Θεού, Σύ είπας, απεκρίθη. Ναι, εγώ είμαι. Επί τη απαντήσει ταύτη εσχίσθη ο αρχιερεύς τα ιμάτια αυτού λέγων: Εβλασφήμησε· τί έτι χρείαν έχομεν μαρτύρων; Ίδε νυν ηκούσατε την βλασφημίαν αυτού. — [12, 393, 204, 505]
eranos-list — [481, 868, 734, 1512]
row-label: ΕΞΑΜΗΝΟΣ — [1286, 221, 1353, 234]
market-row — [1286, 738, 1590, 750]
row-label: Δάνειον 1884 170 εκατομ. — [1286, 309, 1425, 322]
notice-date: Αθήναι, τη 14 Απριλίου 1921. — [1063, 568, 1223, 581]
paragraph: Επί Λονδίνου 59,50—62,75. Επί Παρισίων 54,05. Επί Ιταλίας 31,20. Επί Ελβετίας 121,20. Επί Νέας Υόρκης 14,94—15,14. Επί Αλεξανδρείας 552—552. Επί Βρυξελλών 111 1/2. — [1286, 811, 1590, 861]
paragraph: Ο Βασιλεύς, αναγνώσας, απήντησεν ως εξής: — [745, 436, 989, 449]
row-value: 418 — [1570, 333, 1590, 346]
ad-sub: ΟΧΙ ΡΕΚΛΑΜΑΙ. ΠΡΑΓΜΑΤΙΚΗ ΕΚΠΤΩΣΙΣ — [837, 1723, 1182, 1739]
ad-line: Ρόλοι — [849, 1585, 880, 1597]
row-label: Ύδρευσις Κωλέττη — [1286, 762, 1385, 775]
notice-sub: ΔΙΕΥΘΥΝΣΙΣ ΥΓΕΙΟΝΟΜΙΚΗΣ ΥΠΗΡΕΣΙΑΣ — [1046, 140, 1240, 169]
paragraph: Και ο φοβερός καταδίκης του Ιησού, την Αυτού σταύρωσιν, εξετέλεσαν οι στρατιώται. — [12, 1545, 204, 1583]
calendar-date — [1286, 104, 1590, 142]
market-row — [1286, 762, 1590, 774]
bank-heading: ΔΙΑ ΤΗΣ ΤΡΑΠ. ΒΙΟΜΗΧΑΝΙΑΣ — [514, 1176, 701, 1189]
section-heading: ΤΑΧΥΔΡΟΜΕΙΟΝ — [1286, 1164, 1590, 1181]
ad-city: Εν Πειραιεί — [976, 1858, 1043, 1871]
paragraph: — Ούτε και δεν είχε χρόνον. — [216, 945, 368, 958]
